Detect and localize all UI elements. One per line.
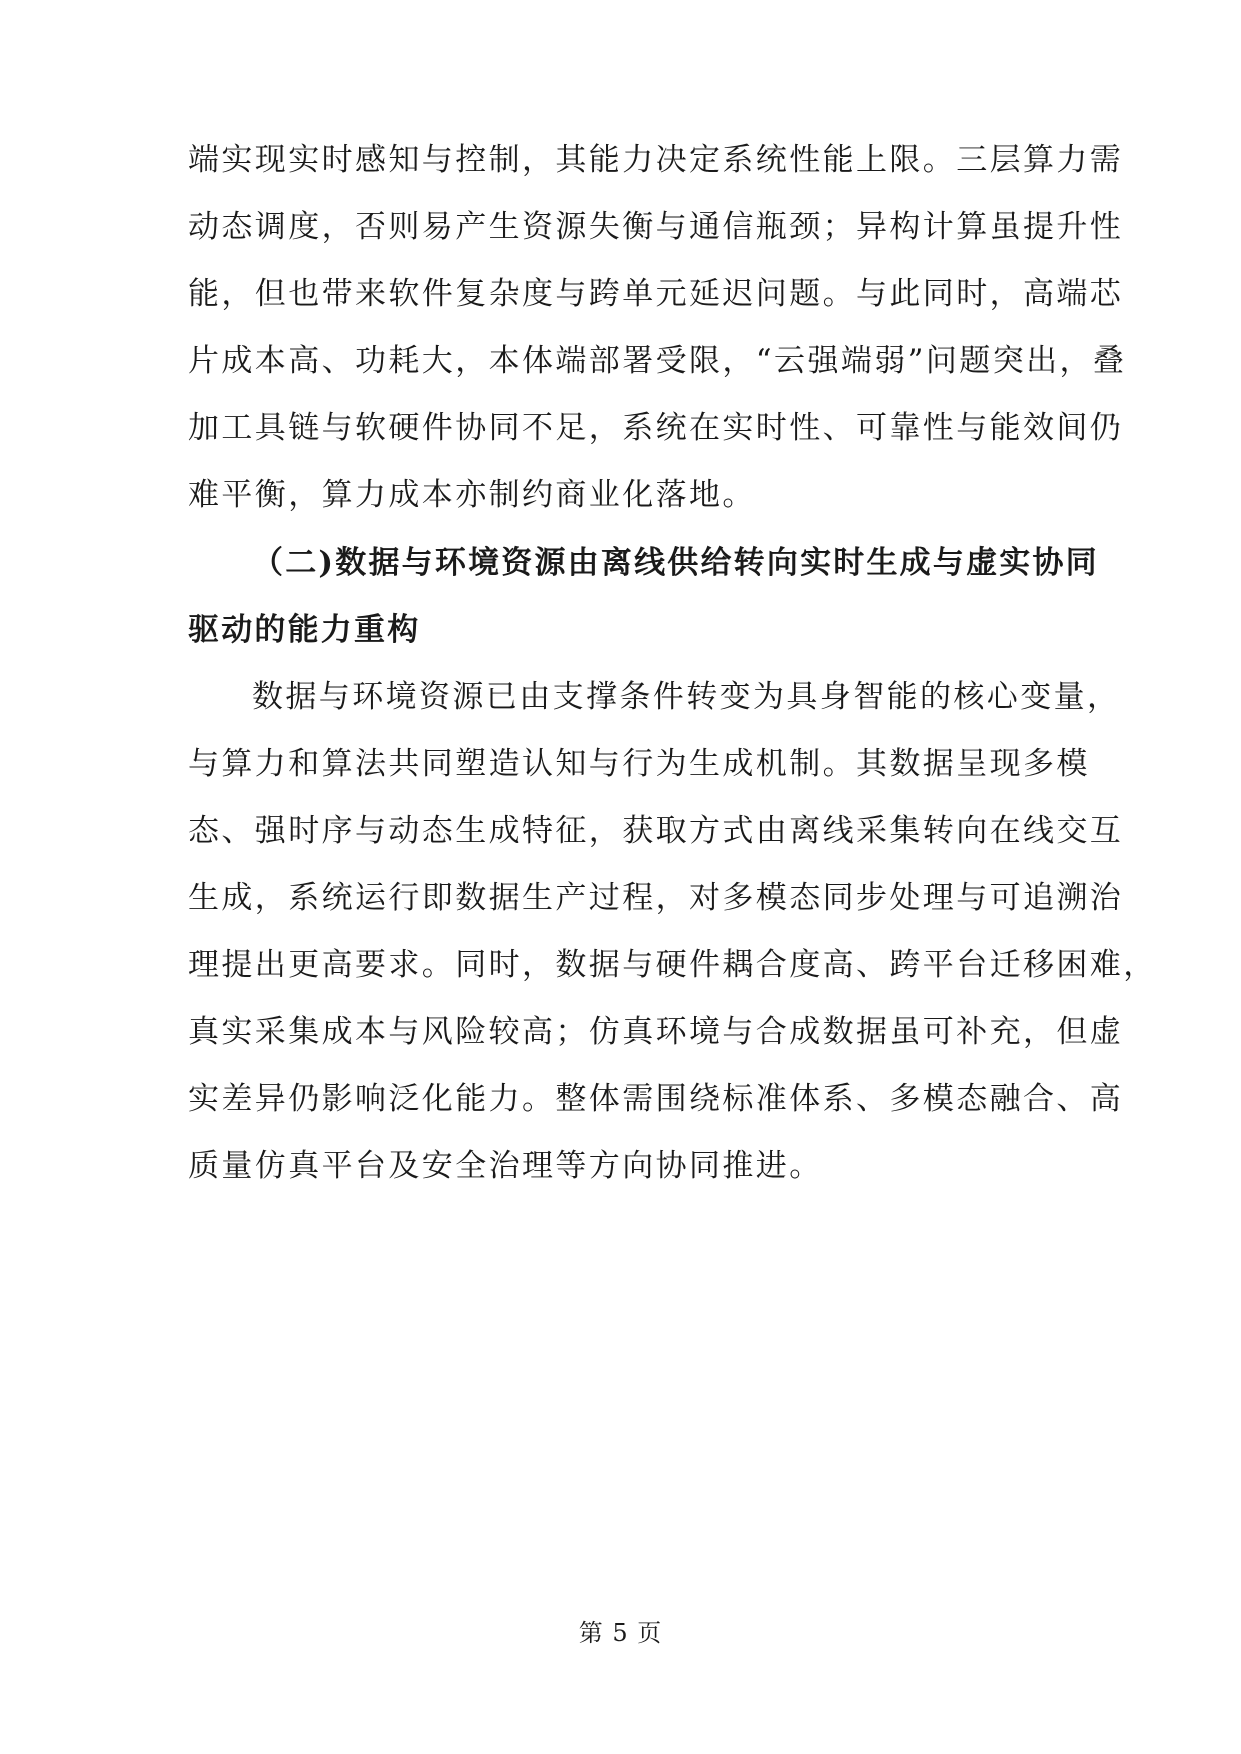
paragraph-line: 实差异仍影响泛化能力。整体需围绕标准体系、多模态融合、高 bbox=[188, 1081, 1124, 1117]
heading-line: （二)数据与环境资源由离线供给转向实时生成与虚实协同 bbox=[252, 545, 1099, 581]
paragraph-line: 加工具链与软硬件协同不足，系统在实时性、可靠性与能效间仍 bbox=[188, 410, 1124, 446]
section-heading bbox=[188, 530, 1099, 664]
paragraph-line: 动态调度，否则易产生资源失衡与通信瓶颈；异构计算虽提升性 bbox=[188, 209, 1124, 245]
paragraph-computing-power bbox=[188, 127, 1127, 529]
paragraph-line: 真实采集成本与风险较高；仿真环境与合成数据虽可补充，但虚 bbox=[188, 1014, 1124, 1050]
paragraph-line: 难平衡，算力成本亦制约商业化落地。 bbox=[188, 477, 756, 513]
paragraph-line: 态、强时序与动态生成特征，获取方式由离线采集转向在线交互 bbox=[188, 813, 1124, 849]
heading-line: 驱动的能力重构 bbox=[188, 612, 421, 648]
paragraph-line: 与算力和算法共同塑造认知与行为生成机制。其数据呈现多模 bbox=[188, 746, 1090, 782]
paragraph-data-environment bbox=[188, 664, 1157, 1200]
paragraph-line: 能，但也带来软件复杂度与跨单元延迟问题。与此同时，高端芯 bbox=[188, 276, 1124, 312]
paragraph-line: 生成，系统运行即数据生产过程，对多模态同步处理与可追溯治 bbox=[188, 880, 1124, 916]
paragraph-line: 数据与环境资源已由支撑条件转变为具身智能的核心变量， bbox=[252, 679, 1121, 715]
paragraph-line: 端实现实时感知与控制，其能力决定系统性能上限。三层算力需 bbox=[188, 142, 1124, 178]
paragraph-line: 片成本高、功耗大，本体端部署受限，“云强端弱”问题突出，叠 bbox=[188, 343, 1127, 379]
paragraph-line: 质量仿真平台及安全治理等方向协同推进。 bbox=[188, 1148, 823, 1184]
paragraph-line: 理提出更高要求。同时，数据与硬件耦合度高、跨平台迁移困难， bbox=[188, 947, 1157, 983]
page-number: 第 5 页 bbox=[578, 1619, 663, 1647]
